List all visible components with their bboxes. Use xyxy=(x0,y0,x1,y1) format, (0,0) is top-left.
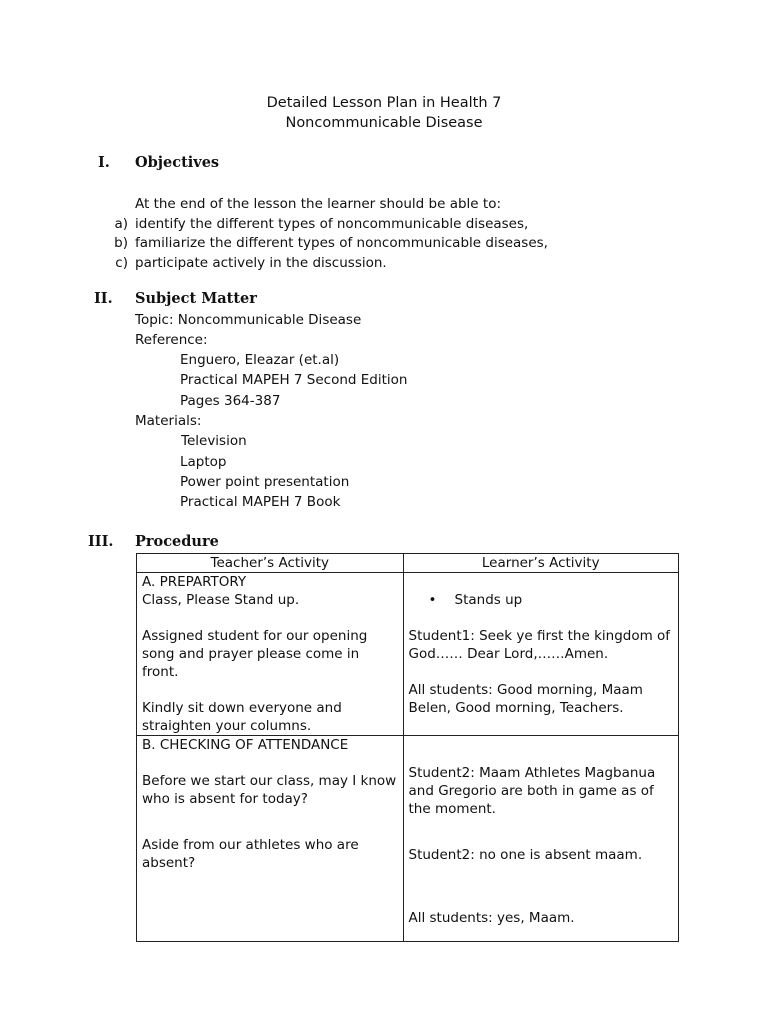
material-item: Television xyxy=(181,433,247,449)
reference-item: Practical MAPEH 7 Second Edition xyxy=(180,372,408,388)
section-title-objectives: Objectives xyxy=(135,154,220,171)
teacher-line: who is absent for today? xyxy=(142,791,308,807)
procedure-table xyxy=(136,553,679,942)
teacher-line: Assigned student for our opening xyxy=(142,628,368,644)
column-header-learner: Learner’s Activity xyxy=(403,554,679,573)
material-item: Laptop xyxy=(180,454,227,470)
spacer xyxy=(409,864,674,909)
learner-line: Belen, Good morning, Teachers. xyxy=(408,700,624,716)
topic-line: Topic: Noncommunicable Disease xyxy=(135,312,362,328)
table-row-preparatory xyxy=(137,573,679,736)
material-item: Power point presentation xyxy=(180,474,350,490)
teacher-line: absent? xyxy=(142,855,196,871)
objective-marker-a: a) xyxy=(114,216,128,232)
teacher-line: straighten your columns. xyxy=(142,718,312,734)
learner-cell-attendance xyxy=(403,736,679,942)
learner-line: Student2: Maam Athletes Magbanua xyxy=(408,765,656,781)
learner-line: God…… Dear Lord,……Amen. xyxy=(408,646,609,662)
objective-item-b: familiarize the different types of noncommunicable diseases, xyxy=(135,235,548,251)
column-header-teacher: Teacher’s Activity xyxy=(137,554,404,573)
row-heading: A. PREPARTORY xyxy=(142,574,247,590)
teacher-line: Aside from our athletes who are xyxy=(142,837,359,853)
table-header-row xyxy=(137,554,679,573)
spacer xyxy=(409,663,674,681)
learner-line: All students: yes, Maam. xyxy=(408,910,575,926)
spacer xyxy=(409,609,674,627)
learner-line: the moment. xyxy=(408,801,496,817)
reference-item: Pages 364-387 xyxy=(180,393,281,409)
materials-label: Materials: xyxy=(135,413,202,429)
teacher-cell-attendance xyxy=(137,736,404,942)
teacher-line: song and prayer please come in front. xyxy=(142,646,360,680)
objective-item-a: identify the different types of noncommunicable diseases, xyxy=(135,216,529,232)
teacher-line: Kindly sit down everyone and xyxy=(142,700,342,716)
objective-marker-c: c) xyxy=(115,255,128,271)
bullet-icon: • xyxy=(428,592,437,608)
teacher-line: Before we start our class, may I know xyxy=(142,773,397,789)
teacher-cell-preparatory xyxy=(137,573,404,736)
section-title-procedure: Procedure xyxy=(135,533,219,550)
spacer xyxy=(142,681,398,699)
reference-item: Enguero, Eleazar (et.al) xyxy=(180,352,340,368)
section-title-subject-matter: Subject Matter xyxy=(135,290,257,307)
document-subtitle: Noncommunicable Disease xyxy=(285,115,483,131)
objective-marker-b: b) xyxy=(114,235,128,251)
spacer xyxy=(409,754,674,764)
learner-line: Stands up xyxy=(454,592,523,608)
spacer xyxy=(142,609,398,627)
row-heading: B. CHECKING OF ATTENDANCE xyxy=(142,737,349,753)
material-item: Practical MAPEH 7 Book xyxy=(180,494,341,510)
objective-item-c: participate actively in the discussion. xyxy=(135,255,387,271)
learner-line: Student2: no one is absent maam. xyxy=(408,847,643,863)
spacer xyxy=(409,736,674,754)
spacer xyxy=(142,754,398,772)
document-title: Detailed Lesson Plan in Health 7 xyxy=(266,95,502,111)
bullet-item xyxy=(409,591,674,609)
objectives-intro: At the end of the lesson the learner should be able to: xyxy=(135,196,501,212)
table-row-attendance xyxy=(137,736,679,942)
spacer xyxy=(142,808,398,836)
section-number-procedure: III. xyxy=(88,533,114,550)
teacher-line: Class, Please Stand up. xyxy=(142,592,300,608)
reference-label: Reference: xyxy=(135,332,208,348)
section-number-subject-matter: II. xyxy=(94,290,113,307)
section-number-objectives: I. xyxy=(98,154,110,171)
learner-line: and Gregorio are both in game as of xyxy=(408,783,654,799)
spacer xyxy=(409,573,674,591)
learner-line: All students: Good morning, Maam xyxy=(408,682,643,698)
spacer xyxy=(409,818,674,846)
learner-cell-preparatory xyxy=(403,573,679,736)
learner-line: Student1: Seek ye first the kingdom of xyxy=(408,628,671,644)
